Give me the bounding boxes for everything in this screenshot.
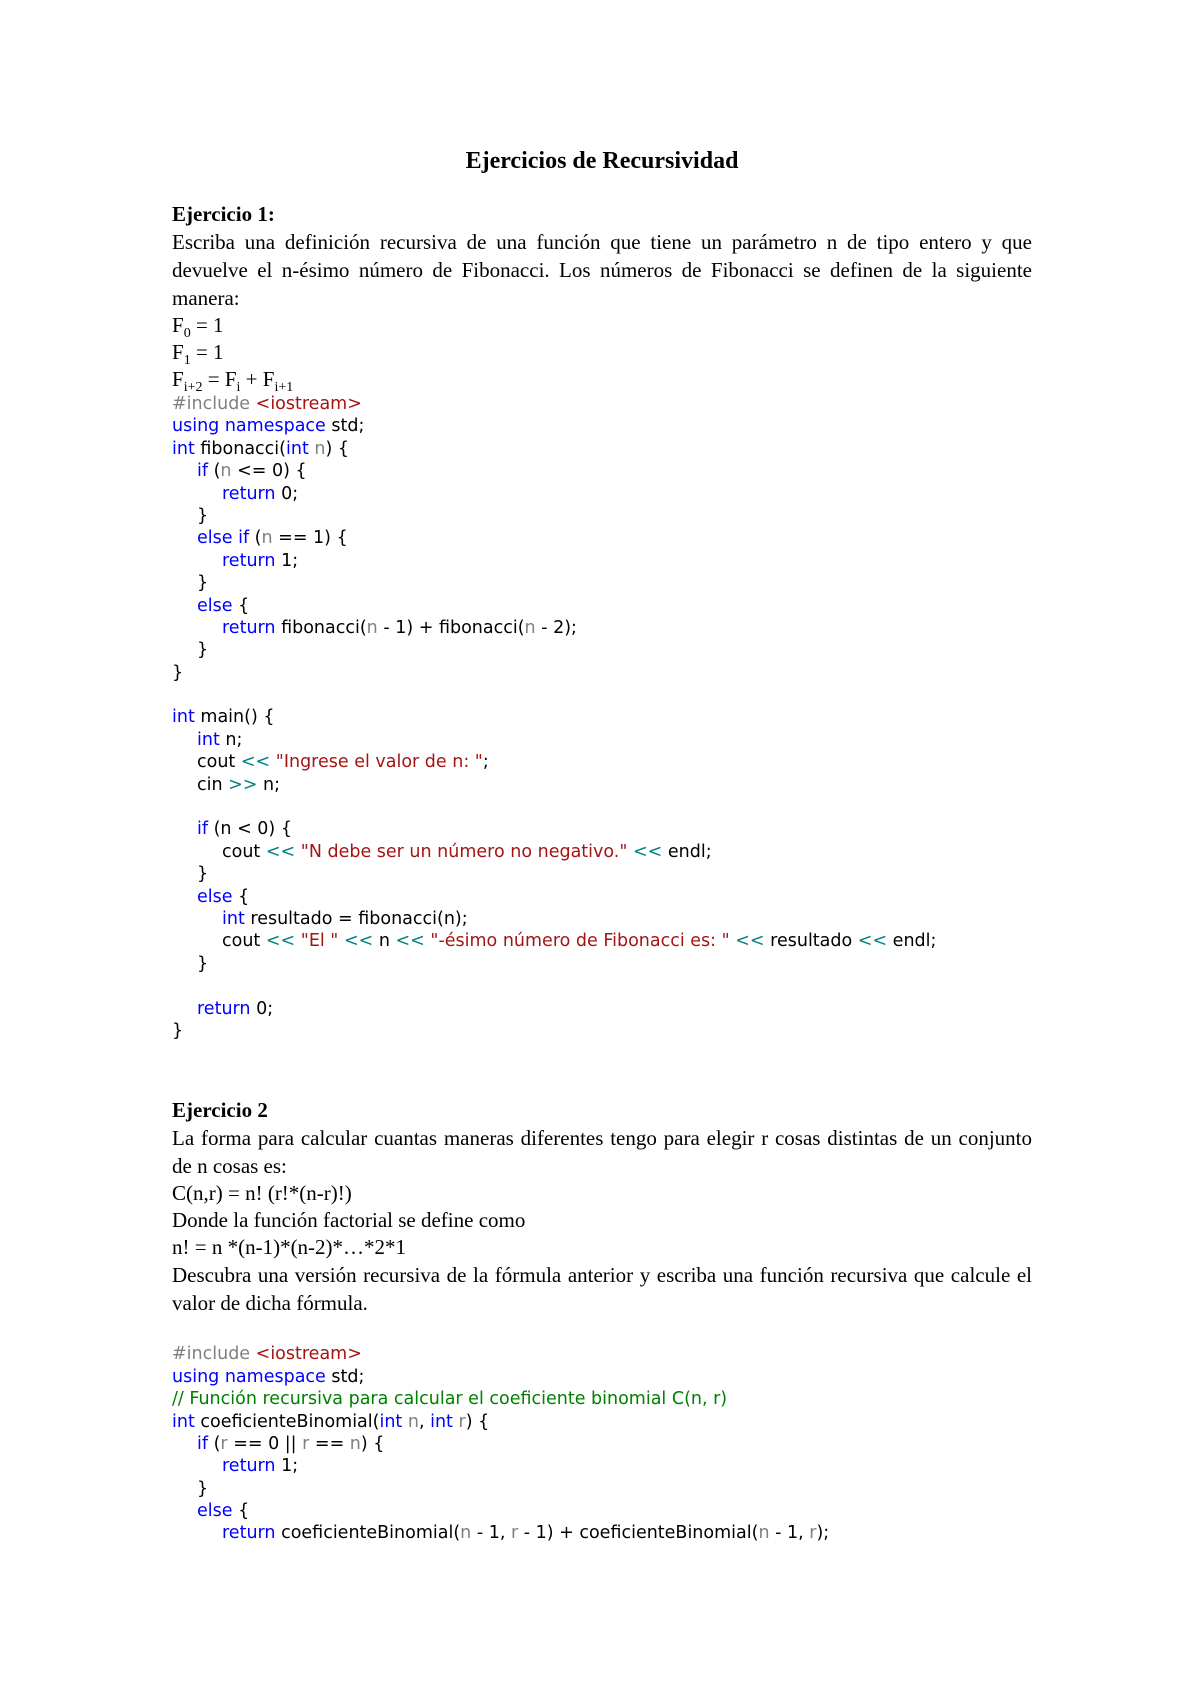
- code-blank-line: [172, 975, 1032, 997]
- code-line: else {: [197, 595, 250, 616]
- code-line: }: [197, 640, 209, 661]
- code-line: }: [197, 1478, 209, 1499]
- code-line: int resultado = fibonacci(n);: [222, 908, 468, 929]
- code-line: int coeficienteBinomial(int n, int r) {: [172, 1411, 490, 1432]
- code-line: }: [172, 1020, 184, 1041]
- code-line: if (n <= 0) {: [197, 461, 307, 482]
- code-block-binomial: [172, 1343, 1032, 1545]
- fib-formula-f1: $F_1 = 1$: [172, 340, 224, 369]
- code-line: int n;: [197, 729, 243, 750]
- code-line: using namespace std;: [172, 416, 365, 437]
- exercise-2-paragraph-1: La forma para calcular cuantas maneras diferentes tengo para elegir r cosas distintas de un conjunto de n cosas es:: [172, 1126, 1032, 1179]
- code-line: else {: [197, 1501, 250, 1522]
- section-spacer: [172, 1317, 1032, 1343]
- binomial-formula: C(n,r) = n! (r!*(n-r)!): [172, 1181, 352, 1206]
- exercise-2-heading: Ejercicio 2: [172, 1098, 268, 1123]
- document-title: Ejercicios de Recursividad: [465, 148, 739, 174]
- code-line: int fibonacci(int n) {: [172, 438, 349, 459]
- code-line: else {: [197, 886, 250, 907]
- exercise-1-intro: Escriba una definición recursiva de una función que tiene un parámetro n de tipo entero y que devuelve el n-ésimo número de Fibonacci. Los números de Fibonacci se definen de la siguiente manera:: [172, 230, 1032, 310]
- code-line: return 0;: [197, 998, 274, 1019]
- code-line: cout << "N debe ser un número no negativo." << endl;: [222, 841, 712, 862]
- code-line: }: [197, 505, 209, 526]
- code-line: #include <iostream>: [172, 1344, 362, 1365]
- code-line: }: [172, 662, 184, 683]
- code-line: #include <iostream>: [172, 394, 362, 414]
- exercise-1-heading: Ejercicio 1:: [172, 202, 275, 226]
- code-blank-line: [172, 796, 1032, 818]
- code-line: cin >> n;: [197, 774, 281, 795]
- factorial-formula: n! = n *(n-1)*(n-2)*…*2*1: [172, 1235, 407, 1260]
- code-line: return 1;: [222, 550, 299, 571]
- code-line: cout << "Ingrese el valor de n: ";: [197, 752, 489, 773]
- code-line: cout << "El " << n << "-ésimo número de Fibonacci es: " << resultado << endl;: [222, 931, 937, 952]
- section-spacer: [172, 1042, 1032, 1082]
- code-line: else if (n == 1) {: [197, 528, 348, 549]
- code-line: return coeficienteBinomial(n - 1, r - 1) + coeficienteBinomial(n - 1, r);: [222, 1523, 830, 1544]
- exercise-2-paragraph-2: Donde la función factorial se define como: [172, 1208, 526, 1233]
- fib-formula-recurrence: $F_{i+2} = F_i + F_{i+1}$: [172, 367, 294, 396]
- code-line: return 1;: [222, 1456, 299, 1477]
- code-line: return 0;: [222, 483, 299, 504]
- code-line: }: [197, 953, 209, 974]
- code-line: if (n < 0) {: [197, 819, 292, 840]
- fib-formula-f0: $F_0 = 1$: [172, 313, 224, 342]
- code-line: return fibonacci(n - 1) + fibonacci(n - 2);: [222, 617, 577, 638]
- code-line: }: [197, 864, 209, 885]
- code-comment: // Función recursiva para calcular el coeficiente binomial C(n, r): [172, 1389, 728, 1410]
- code-blank-line: [172, 684, 1032, 706]
- code-line: using namespace std;: [172, 1366, 365, 1387]
- code-line: int main() {: [172, 707, 275, 728]
- code-block-fibonacci: [172, 393, 1032, 1042]
- code-line: }: [197, 573, 209, 594]
- code-line: if (r == 0 || r == n) {: [197, 1433, 385, 1454]
- document-content: [172, 146, 1032, 1545]
- exercise-2-paragraph-3: Descubra una versión recursiva de la fórmula anterior y escriba una función recursiva que calcule el valor de dicha fórmula.: [172, 1263, 1032, 1316]
